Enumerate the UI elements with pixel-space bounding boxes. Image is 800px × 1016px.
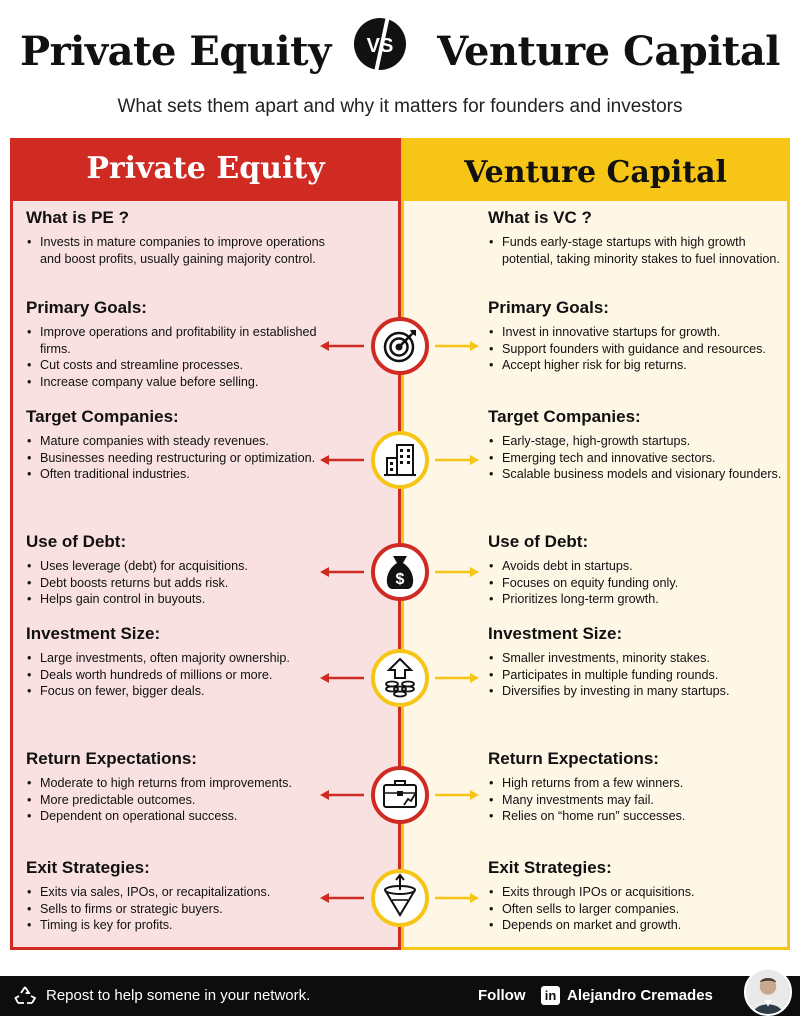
arrow-left-icon — [320, 892, 364, 904]
bullet: • Dependent on operational success. — [26, 808, 326, 825]
vc-section-returns — [488, 749, 788, 825]
pe-section-debt — [26, 532, 326, 608]
vs-badge-icon — [352, 16, 408, 72]
footer-bar — [0, 976, 800, 1016]
arrow-left-icon — [320, 789, 364, 801]
bullet: • Increase company value before selling. — [26, 374, 326, 391]
arrow-left-icon — [320, 566, 364, 578]
target-icon — [370, 316, 430, 376]
bullet: • Exits via sales, IPOs, or recapitalizations. — [26, 884, 326, 901]
vc-section-debt — [488, 532, 788, 608]
bullet: • Debt boosts returns but adds risk. — [26, 575, 326, 592]
arrow-right-icon — [435, 566, 479, 578]
section-title: Use of Debt: — [488, 532, 589, 551]
bullet: • Many investments may fail. — [488, 792, 788, 809]
bullet: • Often traditional industries. — [26, 466, 326, 483]
coins-growth-icon — [370, 648, 430, 708]
svg-text:$: $ — [395, 571, 405, 588]
bullet: • Early-stage, high-growth startups. — [488, 433, 788, 450]
bullet: • Accept higher risk for big returns. — [488, 357, 788, 374]
bullet: • Large investments, often majority ownership. — [26, 650, 326, 667]
bullet: • Diversifies by investing in many startups. — [488, 683, 788, 700]
recycle-icon[interactable] — [14, 985, 36, 1007]
section-title: Target Companies: — [26, 407, 179, 426]
pe-section-goals — [26, 298, 326, 390]
title-right: Venture Capital — [437, 28, 780, 75]
section-title: Investment Size: — [26, 624, 161, 643]
bullet: • Deals worth hundreds of millions or more. — [26, 667, 326, 684]
linkedin-icon[interactable]: in — [541, 986, 560, 1005]
bullet: • Depends on market and growth. — [488, 917, 788, 934]
pe-section-exits — [26, 858, 326, 934]
vc-section-goals — [488, 298, 788, 374]
pe-heading: Private Equity — [13, 141, 398, 201]
title-left: Private Equity — [20, 28, 331, 75]
bullet: • Smaller investments, minority stakes. — [488, 650, 788, 667]
bullet: • Helps gain control in buyouts. — [26, 591, 326, 608]
section-title: Return Expectations: — [488, 749, 659, 768]
pe-section-what — [26, 208, 326, 267]
arrow-right-icon — [435, 454, 479, 466]
arrow-left-icon — [320, 340, 364, 352]
briefcase-chart-icon — [370, 765, 430, 825]
bullet: • Invest in innovative startups for growth. — [488, 324, 788, 341]
bullet: • Prioritizes long-term growth. — [488, 591, 788, 608]
bullet: • Improve operations and profitability in established firms. — [26, 324, 326, 357]
section-title: What is VC ? — [488, 208, 592, 227]
pe-section-size — [26, 624, 326, 700]
bullet: • Focuses on equity funding only. — [488, 575, 788, 592]
bullet: • Scalable business models and visionary founders. — [488, 466, 788, 483]
arrow-right-icon — [435, 892, 479, 904]
bullet: • Relies on “home run” successes. — [488, 808, 788, 825]
bullet: • Often sells to larger companies. — [488, 901, 788, 918]
bullet: • Businesses needing restructuring or optimization. — [26, 450, 326, 467]
bullet: • Avoids debt in startups. — [488, 558, 788, 575]
section-title: Exit Strategies: — [26, 858, 150, 877]
buildings-icon — [370, 430, 430, 490]
section-title: What is PE ? — [26, 208, 129, 227]
vc-section-targets — [488, 407, 788, 483]
bullet: • Focus on fewer, bigger deals. — [26, 683, 326, 700]
section-title: Primary Goals: — [488, 298, 609, 317]
bullet: • Sells to firms or strategic buyers. — [26, 901, 326, 918]
repost-text: Repost to help somene in your network. — [46, 987, 311, 1004]
subtitle: What sets them apart and why it matters for founders and investors — [117, 96, 683, 117]
bullet: • Uses leverage (debt) for acquisitions. — [26, 558, 326, 575]
section-title: Target Companies: — [488, 407, 641, 426]
bullet: • High returns from a few winners. — [488, 775, 788, 792]
bullet: • Timing is key for profits. — [26, 917, 326, 934]
header — [0, 0, 800, 135]
follow-text: Follow — [478, 987, 526, 1004]
arrow-right-icon — [435, 340, 479, 352]
vc-section-exits — [488, 858, 788, 934]
money-bag-icon — [370, 542, 430, 602]
author-name[interactable]: Alejandro Cremades — [567, 987, 713, 1004]
vc-section-what — [488, 208, 788, 267]
bullet: • Moderate to high returns from improvements. — [26, 775, 326, 792]
section-title: Use of Debt: — [26, 532, 127, 551]
bullet: • Funds early-stage startups with high growth potential, taking minority stakes to fuel innovation. — [488, 234, 788, 267]
section-title: Investment Size: — [488, 624, 623, 643]
bullet: • Cut costs and streamline processes. — [26, 357, 326, 374]
bullet: • Participates in multiple funding rounds. — [488, 667, 788, 684]
arrow-right-icon — [435, 789, 479, 801]
arrow-right-icon — [435, 672, 479, 684]
arrow-left-icon — [320, 454, 364, 466]
vc-section-size — [488, 624, 788, 700]
bullet: • Mature companies with steady revenues. — [26, 433, 326, 450]
bullet: • Exits through IPOs or acquisitions. — [488, 884, 788, 901]
vc-heading: Venture Capital — [404, 141, 787, 201]
section-title: Exit Strategies: — [488, 858, 612, 877]
pe-section-targets — [26, 407, 326, 483]
bullet: • More predictable outcomes. — [26, 792, 326, 809]
section-title: Primary Goals: — [26, 298, 147, 317]
section-title: Return Expectations: — [26, 749, 197, 768]
bullet: • Support founders with guidance and resources. — [488, 341, 788, 358]
person-icon — [746, 970, 790, 1014]
funnel-icon — [370, 868, 430, 928]
avatar — [744, 968, 792, 1016]
pe-section-returns — [26, 749, 326, 825]
arrow-left-icon — [320, 672, 364, 684]
bullet: • Invests in mature companies to improve operations and boost profits, usually gaining majority control. — [26, 234, 326, 267]
bullet: • Emerging tech and innovative sectors. — [488, 450, 788, 467]
vs-text: VS — [366, 35, 394, 57]
